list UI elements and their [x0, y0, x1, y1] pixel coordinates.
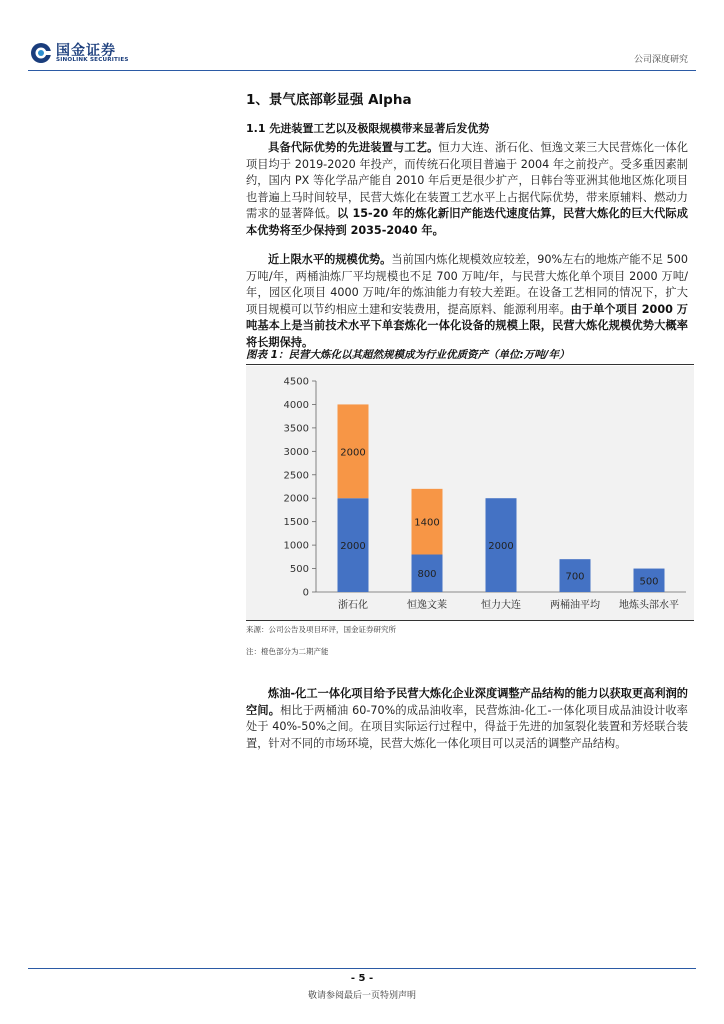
data-label: 2000 — [488, 541, 514, 553]
header-divider — [28, 70, 696, 71]
paragraph-generational-advantage — [246, 140, 688, 240]
paragraph-lead: 近上限水平的规模优势。 — [268, 253, 392, 266]
y-tick-label: 2500 — [283, 470, 309, 482]
y-tick-label: 4000 — [283, 399, 309, 411]
x-category-label: 恒力大连 — [481, 600, 521, 611]
data-label: 1400 — [414, 517, 440, 529]
logo-wordmark-cn: 国金证券 — [56, 43, 116, 59]
y-tick-label: 3000 — [283, 446, 309, 458]
paragraph-scale-advantage — [246, 252, 688, 352]
subsection-title: 1.1 先进装置工艺以及极限规模带来显著后发优势 — [246, 122, 490, 135]
x-category-label: 两桶油平均 — [550, 600, 600, 611]
y-tick-label: 3500 — [283, 423, 309, 435]
y-tick-label: 1500 — [283, 517, 309, 529]
data-label: 2000 — [340, 447, 366, 459]
x-category-label: 地炼头部水平 — [619, 600, 679, 611]
paragraph-text: 相比于两桶油 60-70%的成品油收率，民营炼油-化工-一体化项目成品油设计收率处于 40%-50%之间。在项目实际运行过程中，得益于先进的加氢裂化装置和芳烃联合装置，针对不同的市场环境，民营大炼化一体化项目可以灵活的调整产品结构。 — [246, 703, 688, 750]
paragraph-lead: 炼油-化工一体化项目给予民营大炼化企业深度调整产品结构的能力以获取更高利润的空间。 — [246, 687, 688, 717]
y-tick-label: 1000 — [283, 540, 309, 552]
data-label: 700 — [565, 571, 585, 583]
x-category-label: 浙石化 — [338, 600, 368, 611]
paragraph-conclusion: 以 15-20 年的炼化新旧产能迭代速度估算，民营大炼化的巨大代际成本优势将至少保持到 2035-2040 年。 — [246, 207, 688, 237]
y-tick-label: 2000 — [283, 493, 309, 505]
paragraph-conclusion: 由于单个项目 2000 万吨基本上是当前技术水平下单套炼化一体化设备的规模上限，民营大炼化规模优势大概率将长期保持。 — [246, 302, 688, 349]
capacity-bar-chart — [246, 366, 694, 620]
y-tick-label: 500 — [289, 564, 309, 576]
data-label: 2000 — [340, 541, 366, 553]
logo-wordmark-en: SINOLINK SECURITIES — [56, 57, 129, 63]
figure-top-rule — [246, 364, 694, 365]
data-label: 800 — [417, 569, 437, 581]
figure-note: 注：橙色部分为二期产能 — [246, 647, 329, 656]
figure-bottom-rule — [246, 620, 694, 621]
x-category-label: 恒逸文莱 — [407, 600, 447, 611]
disclaimer-note: 敬请参阅最后一页特别声明 — [307, 991, 416, 1001]
figure-source: 来源：公司公告及项目环评，国金证券研究所 — [246, 625, 396, 634]
figure-caption: 图表 1：民营大炼化以其超然规模成为行业优质资产（单位:万吨/年） — [246, 349, 570, 361]
paragraph-lead: 具备代际优势的先进装置与工艺。 — [268, 141, 439, 154]
paragraph-text: 恒力大连、浙石化、恒逸文莱三大民营炼化一体化项目均于 2019-2020 年投产，而传统石化项目普遍于 2004 年之前投产。受多重因素制约，国内 PX 等化学品产能自 2010 年后更是很少扩产，日韩台等亚洲其他地区炼化项目也普遍上马时间较早，民营大炼化在装置工艺水平上占据代际优势，带来原辅料、燃动力需求的显著降低。 — [246, 141, 688, 221]
y-tick-label: 0 — [302, 587, 309, 599]
footer-divider — [28, 968, 696, 969]
sinolink-logo-icon — [30, 42, 52, 64]
page-number: - 5 - — [350, 973, 374, 984]
paragraph-text: 当前国内炼化规模效应较差，90%左右的地炼产能不足 500 万吨/年，两桶油炼厂平均规模也不足 700 万吨/年，与民营大炼化单个项目 2000 万吨/年，园区化项目 4000 万吨/年的炼油能力有较大差距。在设备工艺相同的情况下，扩大项目规模可以节约相应土建和安装费用，提高原料、能源利用率。 — [246, 253, 688, 316]
paragraph-product-structure — [246, 686, 688, 752]
data-label: 500 — [639, 576, 659, 588]
section-title: 1、景气底部彰显强 Alpha — [246, 92, 412, 108]
y-tick-label: 4500 — [283, 376, 309, 388]
document-type-label: 公司深度研究 — [633, 55, 688, 65]
